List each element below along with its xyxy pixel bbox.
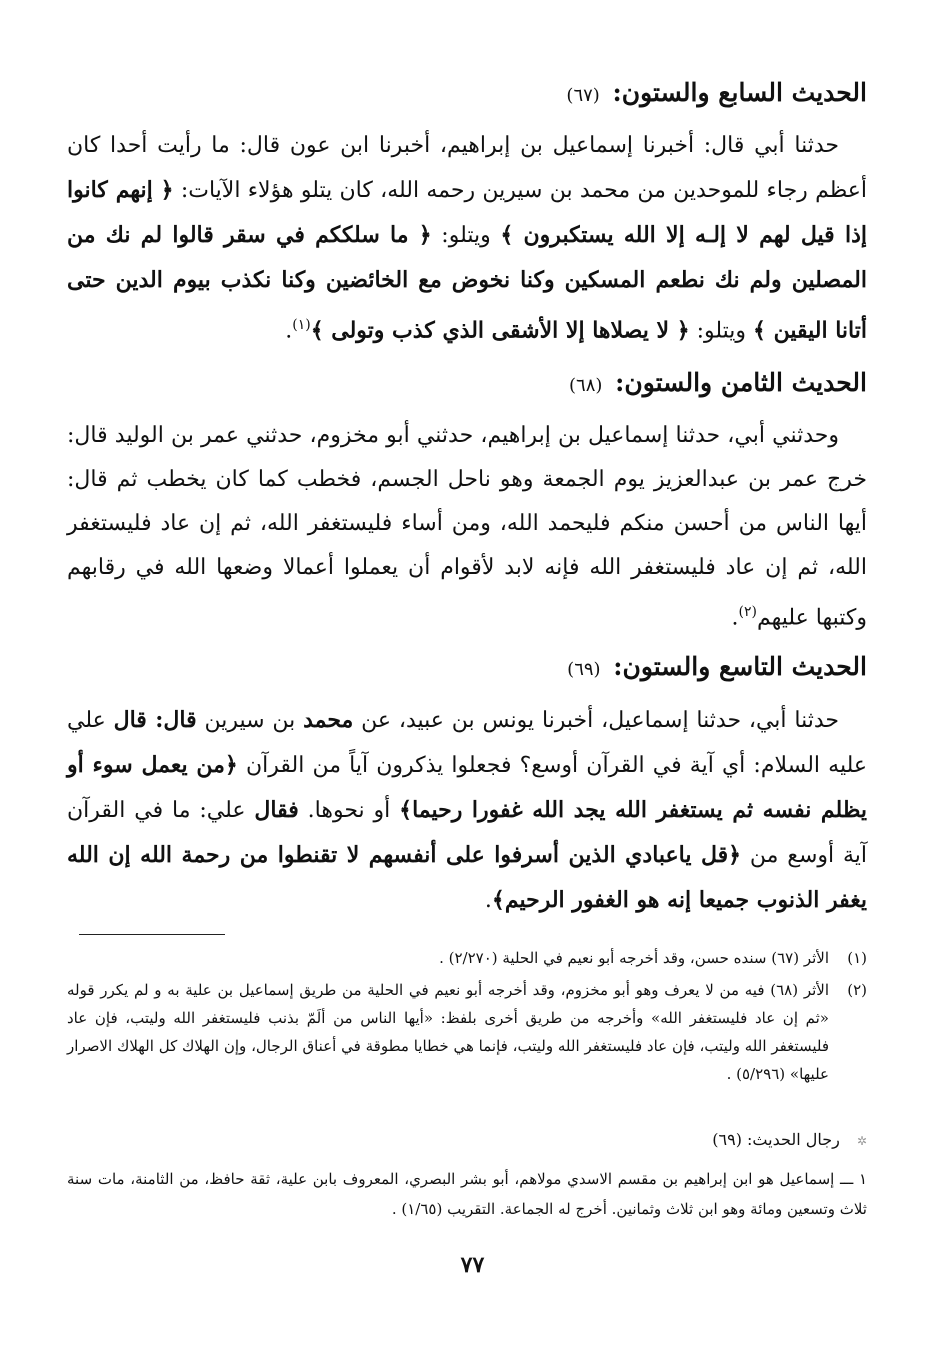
hadith-69-number: (٦٩) — [567, 659, 601, 680]
hadith-67-text-3: ويتلو: — [689, 318, 754, 344]
hadith-69-text-3: علي عليه السلام: أي آية في القرآن أوسع؟ فجعلوا يذكرون آياً من القرآن — [67, 708, 867, 778]
hadith-68-text — [67, 414, 867, 640]
star-icon: ✲ — [856, 1134, 867, 1148]
hadith-69-bold-3: فقال — [254, 797, 299, 823]
hadith-69-text-1: حدثنا أبي، حدثنا إسماعيل، أخبرنا يونس بن عبيد، عن — [353, 708, 839, 733]
footnote-2-text: الأثر (٦٨) فيه من لا يعرف وهو أبو مخزوم، وقد أخرجه أبو نعيم في الحلية من طريق إسماعيل بن علية به و لم يكرر قوله «ثم إن عاد فليستغفر الله» وأخرجه من طريق أخرى بلفظ: «أيها الناس من ألَمّ بذنب فليستغفر الله وليتب، فإن عاد فليستغفر الله وليتب، فإن عاد فليستغفر الله وليتب، فإنما هي خطايا مطوقة في أعناق الرجال، وإن الهلاك كل الهلاك الاصرار عليها» (٥/٢٩٦) . — [67, 981, 829, 1083]
page-number: ٧٧ — [460, 1252, 485, 1278]
hadith-68-heading — [569, 366, 867, 403]
hadith-69-text — [67, 698, 867, 923]
footnote-ref-2: (٢) — [738, 604, 757, 620]
hadith-68-number: (٦٨) — [569, 375, 603, 396]
hadith-68-end: . — [731, 605, 739, 631]
hadith-67-text — [67, 124, 867, 353]
footnote-1-number: (١) — [847, 949, 867, 967]
hadith-67-heading — [566, 76, 867, 113]
hadith-67-verse-2: ﴿ ما سلككم في سقر قالوا لم نك من المصلين ولم نك نطعم المسكين وكنا نخوض مع الخائضين وكنا نكذب بيوم الدين حتى أتانا اليقين ﴾ — [67, 222, 867, 344]
footnote-divider — [79, 934, 225, 935]
footnote-2 — [67, 976, 867, 1088]
footnotes — [67, 944, 867, 1088]
hadith-69-text-2: بن سيرين — [196, 708, 304, 733]
hadith-69-verse-2: ﴿قل ياعبادي الذين أسرفوا على أنفسهم لا تقنطوا من رحمة الله إن الله يغفر الذنوب جميعا إنه هو الغفور الرحيم﴾ — [67, 842, 867, 913]
hadith-68-title: الحديث الثامن والستون: — [615, 368, 867, 397]
footnote-1-text: الأثر (٦٧) سنده حسن، وقد أخرجه أبو نعيم في الحلية (٢/٢٧٠) . — [439, 949, 829, 967]
hadith-67-text-2: ويتلو: — [431, 223, 501, 248]
hadith-69-heading — [567, 650, 867, 687]
hadith-69-bold-2: قال: قال — [113, 707, 197, 733]
rijal-heading — [712, 1126, 867, 1155]
rijal-number: (٦٩) — [712, 1130, 742, 1149]
hadith-69-text-5: علي: ما في القرآن آية أوسع من — [67, 798, 867, 868]
hadith-68-text-1: وحدثني أبي، حدثنا إسماعيل بن إبراهيم، حدثني أبو مخزوم، حدثني عمر بن الوليد قال: خرج عمر بن عبدالعزيز يوم الجمعة وهو ناحل الجسم، فخطب كما كان يخطب ثم قال: أيها الناس من أحسن منكم فليحمد الله، ومن أساء فليستغفر الله، ثم إن عاد فليستغفر الله، ثم إن عاد فليستغفر الله فإنه لابد لأقوام أن يعملوا أعمالا وضعها الله في رقابهم وكتبها عليهم — [67, 423, 867, 631]
footnote-ref-1: (١) — [292, 317, 311, 333]
hadith-67-text-1: حدثنا أبي قال: أخبرنا إسماعيل بن إبراهيم، أخبرنا ابن عون قال: ما رأيت أحدا كان أعظم رجاء للموحدين من محمد بن سيرين رحمه الله، كان يتلو هؤلاء الآيات: — [67, 133, 867, 203]
footnote-1 — [67, 944, 867, 972]
hadith-67-end: . — [285, 318, 293, 344]
rijal-note: ١ ـــ إسماعيل هو ابن إبراهيم بن مقسم الاسدي مولاهم، أبو بشر البصري، المعروف بابن علية، ثقة حافظ، من الثامنة، مات سنة ثلاث وتسعين ومائة وهو ابن ثلاث وثمانين. أخرج له الجماعة. التقريب (١/٦٥) . — [67, 1170, 867, 1218]
hadith-69-title: الحديث التاسع والستون: — [613, 652, 867, 681]
footnote-2-number: (٢) — [847, 981, 867, 999]
hadith-67-verse-1: ﴿ إنهم كانوا إذا قيل لهم لا إلـه إلا الله يستكبرون ﴾ — [67, 177, 867, 248]
hadith-69-end: . — [484, 888, 492, 913]
hadith-67-title: الحديث السابع والستون: — [612, 78, 867, 107]
hadith-67-number: (٦٧) — [566, 85, 600, 106]
hadith-67-verse-3: ﴿ لا يصلاها إلا الأشقى الذي كذب وتولى ﴾ — [310, 317, 690, 344]
hadith-69-verse-1: ﴿من يعمل سوء أو يظلم نفسه ثم يستغفر الله يجد الله غفورا رحيما﴾ — [67, 752, 867, 823]
hadith-69-text-4: أو نحوها. — [298, 798, 400, 823]
hadith-69-bold-1: محمد — [303, 707, 354, 733]
rijal-label: رجال الحديث: — [747, 1130, 840, 1149]
